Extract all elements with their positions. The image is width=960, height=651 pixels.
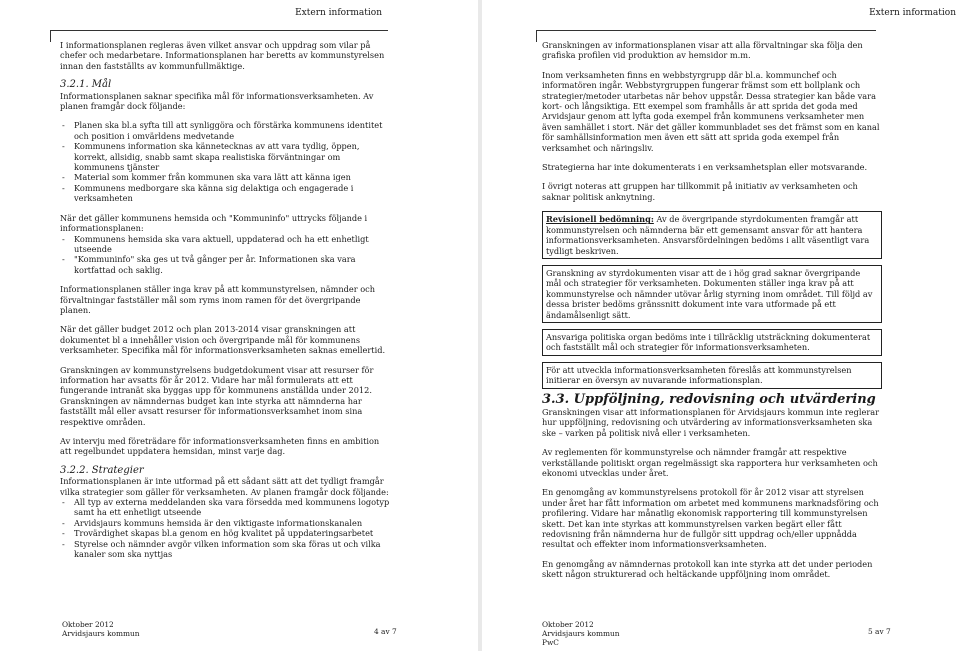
assessment-box (542, 211, 882, 259)
list-item: - Kommunens information ska kännetecknas av att vara tydlig, öppen, korrekt, allsidig, snabb samt skapa realistiska förväntningar om kommunens tjänster (60, 141, 390, 172)
header-rule-tick (536, 30, 537, 42)
footer-org: Arvidsjaurs kommun (62, 629, 140, 638)
assessment-paragraph: Granskning av styrdokumenten visar att de i hög grad saknar övergripande mål och strategier för verksamheten. Dokumenten ställer inga krav på att kommunstyrelse och nämnder utövar årlig styrning inom området. Till följd av dessa brister bedöms gränssnitt dokument inte vara utformade på ett ändamålsenligt sätt. (546, 267, 873, 320)
assessment-label: Revisionell bedömning: (546, 214, 654, 225)
header-rule-tick (50, 30, 51, 42)
list-item: - Kommunens medborgare ska känna sig delaktiga och engagerade i verksamheten (60, 183, 390, 204)
ovrigt-paragraph: I övrigt noteras att gruppen har tillkommit på initiativ av verksamheten och saknar politisk anknytning. (542, 181, 858, 202)
uppfoljning-paragraph: Granskningen visar att informationsplanen för Arvidsjaurs kommun inte reglerar hur uppföljning, redovisning och utvärdering av informationsverksamheten ska ske – varken på politisk nivå eller i verksamheten. (542, 406, 880, 438)
namnder-paragraph: En genomgång av nämndernas protokoll kan inte styrka att det under perioden skett någon strukturerad och heltäckande uppföljning inom området. (542, 558, 873, 580)
profil-paragraph: Granskningen av informationsplanen visar att alla förvaltningar ska följa den grafiska profilen vid produktion av hemsidor m.m. (542, 40, 863, 61)
list-item: - "Kommuninfo" ska ges ut två gånger per år. Informationen ska vara kortfattad och saklig. (60, 254, 390, 275)
protokoll-paragraph: En genomgång av kommunstyrelsens protokoll för år 2012 visar att styrelsen under året har fått information om arbetet med kommunens marknadsföring och profilering. Vidare har månatlig ekonomisk rapportering till kommunstyrelsen skett. Det kan inte styrkas att kommunstyrelsen varken begärt eller fått redovisning från nämnderna hur de fullgör sitt uppdrag och/eller uppnådda resultat och effekter inom informationsverksamheten. (542, 487, 879, 550)
mal-list (60, 120, 390, 203)
resurser-paragraph: Granskningen av kommunstyrelsens budgetdokument visar att resurser för information har avsatts för år 2012. Vidare har mål formulerats att ett fungerande intranät ska byggas upp för kommunens anställda under 2012. Granskningen av nämndernas budget kan inte styrka att nämnderna har fastställt mål eller avsatt resurser för informationsverksamhet inom sina respektive områden. (60, 364, 374, 427)
running-header: Extern information (869, 8, 956, 18)
list-item: - All typ av externa meddelanden ska vara försedda med kommunens logotyp samt ha ett enhetligt utseende (60, 497, 390, 518)
assessment-paragraph: Ansvariga politiska organ bedöms inte i tillräcklig utsträckning dokumenterat och fastställt mål och strategier för informationsverksamheten. (546, 331, 871, 353)
mal-paragraph: Informationsplanen saknar specifika mål för informationsverksamheten. Av planen framgår dock följande: (60, 90, 374, 112)
section-heading-mal: 3.2.1. Mål (60, 79, 112, 91)
intervju-paragraph: Av intervju med företrädare för informationsverksamheten finns en ambition att regelbundet uppdatera hemsidan, minst varje dag. (60, 436, 380, 457)
right-page (482, 0, 960, 651)
list-item: - Arvidsjaurs kommuns hemsida är den viktigaste informationskanalen (60, 518, 390, 528)
footer-date: Oktober 2012 (62, 620, 114, 629)
header-rule (536, 30, 876, 31)
section-heading-strategier: 3.2.2. Strategier (60, 464, 144, 476)
running-header: Extern information (295, 8, 382, 18)
header-rule (50, 30, 388, 31)
page-footer (542, 620, 620, 647)
assessment-box (542, 329, 882, 356)
right-text-column (542, 40, 882, 589)
left-text-column (60, 40, 390, 568)
assessment-paragraph: Revisionell bedömning: Av de övergripande styrdokumenten framgår att kommunstyrelsen och nämnderna bär ett gemensamt ansvar för att hantera informationsverksamheten. Ansvarsfördelningen bedöms i allt väsentligt vara tydligt beskriven. (546, 214, 870, 256)
list-item: - Trovärdighet skapas bl.a genom en hög kvalitet på uppdateringsarbetet (60, 528, 390, 538)
page-footer (62, 620, 140, 638)
budget-paragraph: När det gäller budget 2012 och plan 2013-2014 visar granskningen att dokumentet bl a innehåller vision och övergripande mål för kommunens verksamheter. Specifika mål för informationsverksamheten saknas emellertid. (60, 324, 386, 356)
left-page (0, 0, 478, 651)
reglemente-paragraph: Av reglementen för kommunstyrelse och nämnder framgår att respektive verkställande politiskt organ regelmässigt ska rapportera hur verksamheten och ekonomi utvecklas under året. (542, 447, 878, 478)
hemsida-list (60, 234, 390, 276)
list-item: - Material som kommer från kommunen ska vara lätt att känna igen (60, 172, 390, 182)
dokumenterats-paragraph: Strategierna har inte dokumenterats i en verksamhetsplan eller motsvarande. (542, 162, 868, 173)
intro-paragraph: I informationsplanen regleras även vilket ansvar och uppdrag som vilar på chefer och medarbetare. Informationsplanen har beretts av kommunstyrelsen innan den fastställts av kommunfullmäktige. (60, 40, 385, 71)
footer-date: Oktober 2012 (542, 620, 594, 629)
footer-firm: PwC (542, 638, 559, 647)
assessment-paragraph: För att utveckla informationsverksamheten föreslås att kommunstyrelsen initierar en översyn av nuvarande informationsplan. (546, 364, 852, 386)
page-number: 5 av 7 (868, 627, 891, 636)
krav-paragraph: Informationsplanen ställer inga krav på att kommunstyrelsen, nämnder och förvaltningar fastställer mål som ryms inom ramen för det övergripande planen. (60, 284, 376, 315)
inom-paragraph: Inom verksamheten finns en webbstyrgrupp där bl.a. kommunchef och informatören ingår. Webbstyrgruppen fungerar främst som ett bollplank och strategier/metoder utarbetas när behov uppstår. Dessa strategier kan både vara kort- och långsiktiga. Ett exempel som framhålls är att sprida det goda med Arvidsjaur genom att lyfta goda exempel från kommunens verksamheter men även samhället i stort. När det gäller kommunbladet ses det främst som en kanal för samhällsinformation men även ett sätt att sprida goda exempel från verksamhet och näringsliv. (542, 69, 880, 153)
assessment-box (542, 265, 882, 323)
list-item: - Planen ska bl.a syfta till att synliggöra och förstärka kommunens identitet och position i omvärldens medvetande (60, 120, 390, 141)
page-number: 4 av 7 (374, 627, 397, 636)
list-item: - Kommunens hemsida ska vara aktuell, uppdaterad och ha ett enhetligt utseende (60, 234, 390, 255)
strategier-paragraph: Informationsplanen är inte utformad på ett sådant sätt att det tydligt framgår vilka strategier som gäller för verksamheten. Av planen framgår dock följande: (60, 476, 389, 497)
hemsida-paragraph: När det gäller kommunens hemsida och "Kommuninfo" uttrycks följande i informationsplanen: (60, 212, 368, 234)
list-item: - Styrelse och nämnder avgör vilken information som ska föras ut och vilka kanaler som ska nyttjas (60, 539, 390, 560)
strategier-list (60, 497, 390, 559)
footer-org: Arvidsjaurs kommun (542, 629, 620, 638)
assessment-box (542, 362, 882, 389)
section-heading-uppfoljning: 3.3. Uppföljning, redovisning och utvärdering (542, 391, 876, 407)
